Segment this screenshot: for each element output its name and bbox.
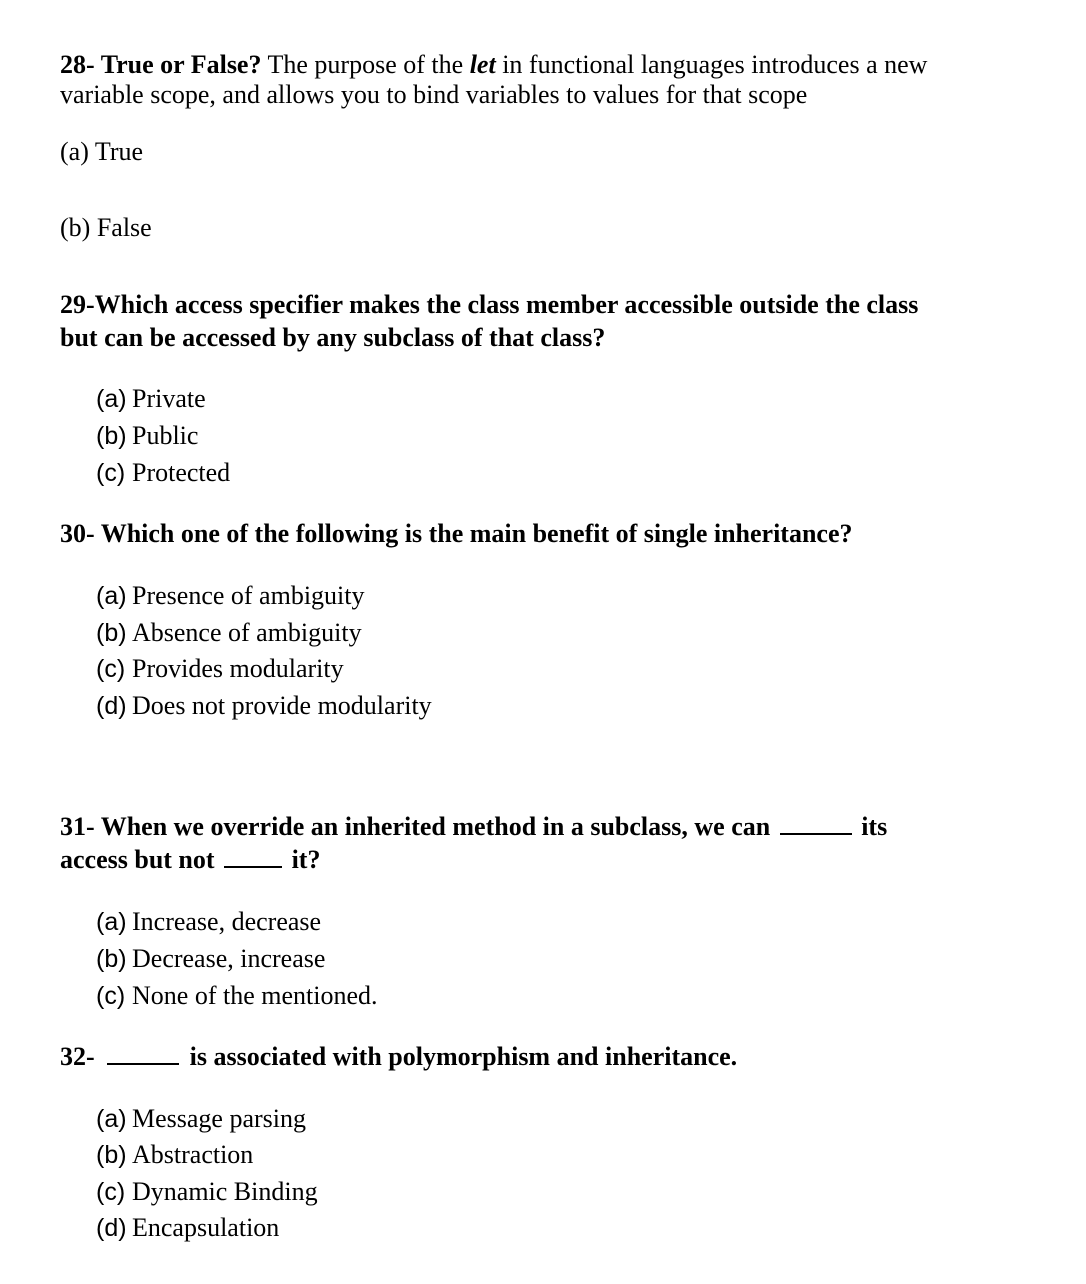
question-30-option-a bbox=[96, 581, 365, 611]
question-28-option-b: (b) False bbox=[60, 213, 152, 242]
option-text: None of the mentioned. bbox=[132, 981, 378, 1010]
option-label: (a) bbox=[96, 908, 127, 936]
option-text: Message parsing bbox=[132, 1104, 307, 1133]
question-31-line-1-start: 31- When we override an inherited method in a subclass, we can bbox=[60, 812, 771, 841]
option-label: (b) bbox=[96, 945, 127, 973]
question-32-option-a bbox=[96, 1104, 306, 1134]
answer-blank bbox=[107, 1045, 179, 1065]
question-28-text-before: The purpose of the bbox=[261, 50, 470, 79]
question-32-option-c bbox=[96, 1177, 318, 1207]
option-text: Increase, decrease bbox=[132, 907, 322, 936]
question-31-option-b bbox=[96, 944, 325, 974]
option-label: (c) bbox=[96, 982, 126, 1010]
question-29 bbox=[60, 288, 918, 354]
question-31-option-c bbox=[96, 981, 378, 1011]
option-label: (b) bbox=[96, 619, 127, 647]
question-30-option-c bbox=[96, 654, 344, 684]
option-label: (c) bbox=[96, 459, 126, 487]
question-31-line-2-start: access but not bbox=[60, 845, 215, 874]
option-text: Presence of ambiguity bbox=[132, 581, 365, 610]
option-label: (d) bbox=[96, 1214, 127, 1242]
question-31-line-2 bbox=[60, 843, 320, 876]
option-text: Absence of ambiguity bbox=[132, 618, 362, 647]
option-label: (b) bbox=[96, 422, 127, 450]
option-label: (d) bbox=[96, 692, 127, 720]
question-31-line-1 bbox=[60, 810, 887, 843]
option-text: Protected bbox=[132, 458, 231, 487]
option-label: (a) bbox=[96, 582, 127, 610]
option-text: Private bbox=[132, 384, 206, 413]
option-label: (a) bbox=[96, 385, 127, 413]
question-28-keyword: let bbox=[469, 50, 496, 79]
question-28-text-after: in functional languages introduces a new bbox=[495, 50, 928, 79]
question-28-option-a: (a) True bbox=[60, 137, 144, 166]
option-text: Abstraction bbox=[132, 1140, 254, 1169]
question-32-option-d bbox=[96, 1213, 279, 1243]
option-text: Public bbox=[132, 421, 199, 450]
option-label: (c) bbox=[96, 655, 126, 683]
question-32-text: is associated with polymorphism and inheritance. bbox=[189, 1042, 738, 1071]
question-29-option-c bbox=[96, 458, 230, 488]
question-29-line-2: but can be accessed by any subclass of that class? bbox=[60, 323, 606, 352]
question-29-option-a bbox=[96, 384, 206, 414]
option-text: Does not provide modularity bbox=[132, 691, 432, 720]
option-label: (b) bbox=[96, 1141, 127, 1169]
option-text: Encapsulation bbox=[132, 1213, 280, 1242]
answer-blank bbox=[224, 848, 282, 868]
question-32 bbox=[60, 1040, 737, 1073]
option-label: (c) bbox=[96, 1178, 126, 1206]
question-28 bbox=[60, 50, 927, 110]
option-text: Decrease, increase bbox=[132, 944, 326, 973]
question-30: 30- Which one of the following is the main benefit of single inheritance? bbox=[60, 519, 853, 548]
question-30-option-b bbox=[96, 618, 362, 648]
option-label: (a) bbox=[96, 1105, 127, 1133]
question-28-line-1 bbox=[60, 50, 927, 80]
question-28-line-2: variable scope, and allows you to bind variables to values for that scope bbox=[60, 80, 808, 109]
question-29-option-b bbox=[96, 421, 198, 451]
question-31-line-1-end: its bbox=[861, 812, 888, 841]
question-32-option-b bbox=[96, 1140, 253, 1170]
option-text: Provides modularity bbox=[132, 654, 344, 683]
question-31-line-2-end: it? bbox=[291, 845, 321, 874]
question-32-number: 32- bbox=[60, 1042, 95, 1071]
option-text: Dynamic Binding bbox=[132, 1177, 318, 1206]
answer-blank bbox=[780, 815, 852, 835]
question-31-option-a bbox=[96, 907, 321, 937]
question-28-lead: 28- True or False? bbox=[60, 50, 262, 79]
question-29-line-1: 29-Which access specifier makes the class member accessible outside the class bbox=[60, 290, 919, 319]
question-30-option-d bbox=[96, 691, 432, 721]
